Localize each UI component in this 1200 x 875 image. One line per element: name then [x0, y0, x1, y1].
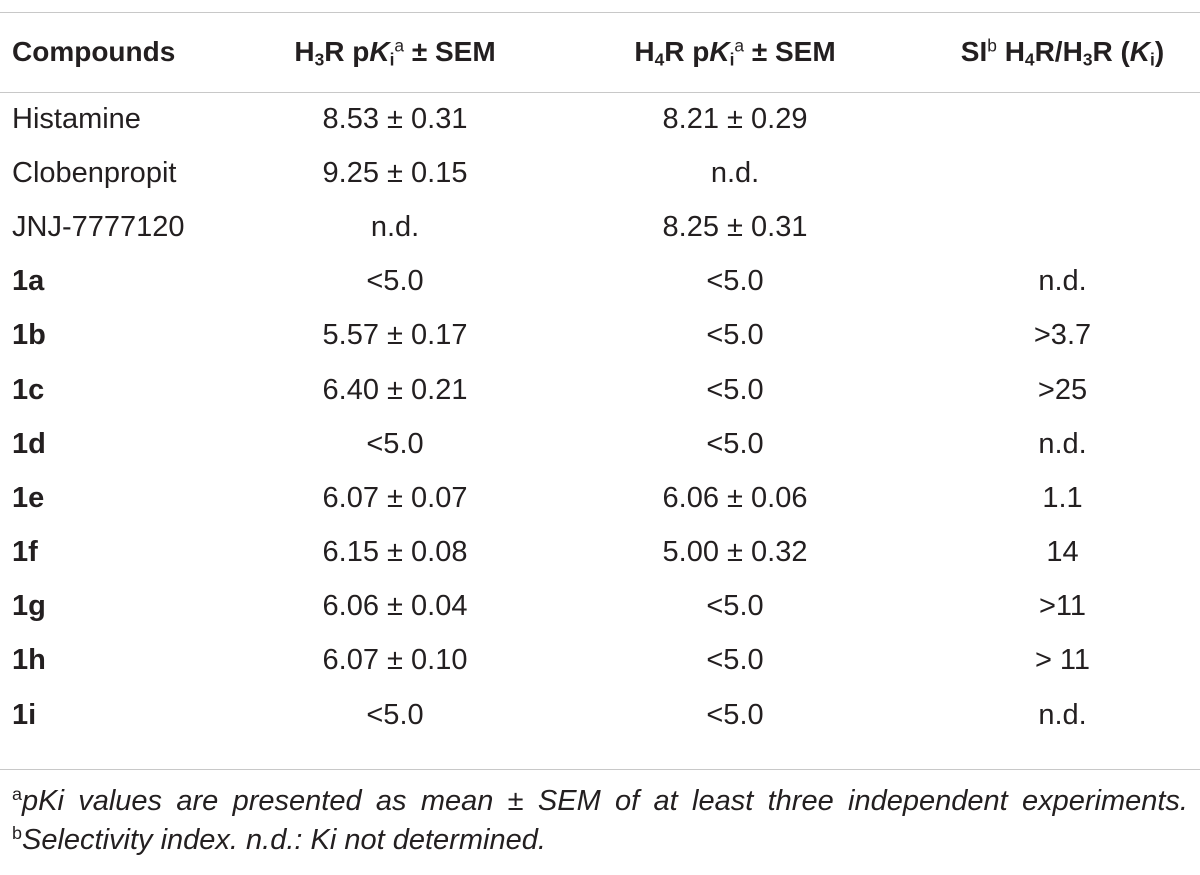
h3r-cell: 6.40 ± 0.21 [322, 373, 468, 406]
table-row [0, 634, 1200, 688]
footnote-a-mark: a [12, 784, 22, 805]
table-row [0, 200, 1200, 254]
h3r-cell: 6.06 ± 0.04 [322, 590, 468, 623]
si-cell: >25 [1037, 373, 1088, 406]
table-row [0, 92, 1200, 146]
h3r-cell: 5.57 ± 0.17 [322, 319, 468, 352]
table-row [0, 309, 1200, 363]
table-row [0, 146, 1200, 200]
h4r-cell: <5.0 [706, 427, 764, 460]
h4r-cell: <5.0 [706, 265, 764, 298]
table-row [0, 471, 1200, 525]
h3r-cell: 6.07 ± 0.07 [322, 481, 468, 514]
h4r-cell: <5.0 [706, 590, 764, 623]
compound-cell: 1e [12, 481, 45, 514]
si-cell: >3.7 [1033, 319, 1092, 352]
h4r-cell: n.d. [710, 156, 760, 189]
header-compounds: Compounds [12, 36, 176, 67]
h4r-cell: 8.21 ± 0.29 [662, 102, 808, 135]
compound-cell: 1a [12, 265, 45, 298]
h3r-cell: 8.53 ± 0.31 [322, 102, 468, 135]
table-row [0, 526, 1200, 580]
h3r-cell: <5.0 [366, 698, 424, 731]
compound-cell: 1i [12, 698, 37, 731]
table-row [0, 688, 1200, 742]
h4r-cell: <5.0 [706, 698, 764, 731]
si-cell: n.d. [1038, 265, 1087, 298]
table-row [0, 255, 1200, 309]
table-footnote [12, 782, 1188, 860]
h3r-cell: <5.0 [366, 427, 424, 460]
h3r-cell: 6.07 ± 0.10 [322, 644, 468, 677]
si-cell: >11 [1038, 590, 1087, 623]
h4r-cell: 5.00 ± 0.32 [662, 536, 808, 569]
si-cell: > 11 [1034, 644, 1091, 677]
footnote-a-text: pKi values are presented as mean ± SEM of at least three independent experiments. [22, 785, 1188, 817]
compound-cell: 1d [12, 427, 46, 460]
bottom-rule [0, 769, 1200, 770]
compound-cell: 1h [12, 644, 46, 677]
h4r-cell: 6.06 ± 0.06 [662, 481, 808, 514]
compound-cell: Histamine [12, 102, 141, 135]
compound-cell: 1f [12, 536, 38, 569]
header-row [0, 12, 1200, 92]
table-row [0, 417, 1200, 471]
footnote-b-text: Selectivity index. n.d.: Ki not determined. [22, 824, 546, 856]
si-cell: n.d. [1038, 427, 1087, 460]
compound-cell: 1g [12, 590, 46, 623]
si-cell: 1.1 [1042, 481, 1083, 514]
si-cell: 14 [1046, 536, 1079, 569]
compound-cell: JNJ-7777120 [12, 210, 185, 243]
si-cell [925, 92, 1200, 146]
h3r-cell: 9.25 ± 0.15 [322, 156, 468, 189]
header-h4r-pki: $H_4R$ $pK_i^a$ ± SEM [634, 35, 836, 70]
h3r-cell: <5.0 [366, 265, 424, 298]
h4r-cell: 8.25 ± 0.31 [662, 210, 808, 243]
table-row [0, 580, 1200, 634]
header-selectivity-index: $SI^b$ $H_4R/H_3R$ $(K_i)$ [960, 35, 1165, 70]
si-cell: n.d. [1038, 698, 1087, 731]
footnote-b-mark: b [12, 823, 22, 844]
compound-cell: 1c [12, 373, 45, 406]
table-row [0, 363, 1200, 417]
h4r-cell: <5.0 [706, 373, 764, 406]
h4r-cell: <5.0 [706, 644, 764, 677]
header-h3r-pki: $H_3R$ $pK_i^a$ ± SEM [294, 35, 496, 70]
h4r-cell: <5.0 [706, 319, 764, 352]
h3r-cell: 6.15 ± 0.08 [322, 536, 468, 569]
si-cell [925, 146, 1200, 200]
data-table [0, 12, 1200, 742]
si-cell [925, 200, 1200, 254]
compound-cell: Clobenpropit [12, 156, 177, 189]
compound-cell: 1b [12, 319, 46, 352]
h3r-cell: n.d. [370, 210, 420, 243]
